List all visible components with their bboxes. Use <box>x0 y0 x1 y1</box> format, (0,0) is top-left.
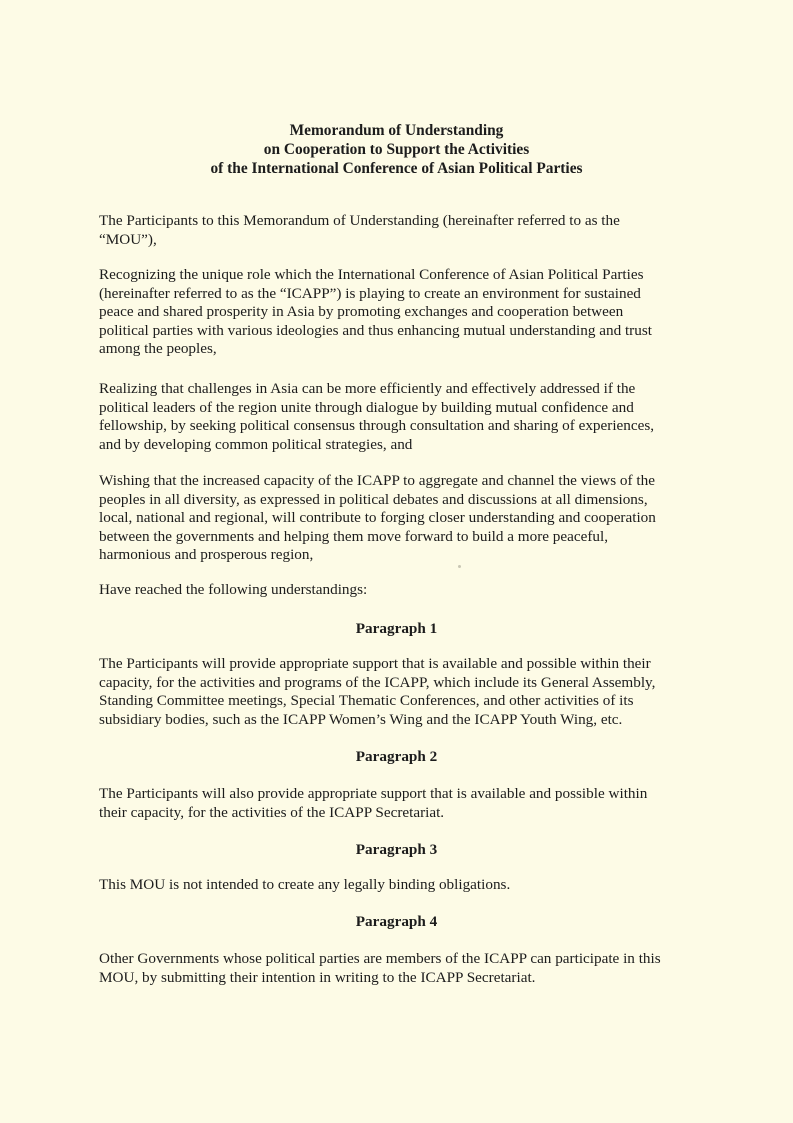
scan-speck <box>458 565 461 568</box>
text-line: political leaders of the region unite through dialogue by building mutual confidence and <box>99 398 634 416</box>
reached-clause <box>99 581 699 600</box>
text-line: their capacity, for the activities of the ICAPP Secretariat. <box>99 803 445 821</box>
text-line: MOU, by submitting their intention in writing to the ICAPP Secretariat. <box>99 968 536 986</box>
text-line: Other Governments whose political parties are members of the ICAPP can participate in this <box>99 950 661 967</box>
paragraph-3-body <box>99 876 699 895</box>
text-line: political parties with various ideologies and thus enhancing mutual understanding and trust <box>99 321 652 339</box>
paragraph-4-body <box>99 950 699 987</box>
text-line: fellowship, by seeking political consensus through consultation and sharing of experiences, <box>99 417 655 435</box>
text-line: Recognizing the unique role which the International Conference of Asian Political Parties <box>99 266 644 283</box>
paragraph-1-heading: Paragraph 1 <box>355 620 438 637</box>
text-line: This MOU is not intended to create any legally binding obligations. <box>99 876 511 893</box>
paragraph-2-body <box>99 785 699 822</box>
participants-clause <box>99 212 699 249</box>
wishing-clause <box>99 472 699 565</box>
recognizing-clause <box>99 266 699 359</box>
paragraph-1-body <box>99 655 699 729</box>
paragraph-3-heading: Paragraph 3 <box>355 841 438 858</box>
title-line-3: of the International Conference of Asian Political Parties <box>210 160 583 177</box>
text-line: subsidiary bodies, such as the ICAPP Women’s Wing and the ICAPP Youth Wing, etc. <box>99 710 623 728</box>
text-line: The Participants to this Memorandum of Understanding (hereinafter referred to as the <box>99 212 620 229</box>
text-line: local, national and regional, will contribute to forging closer understanding and cooperation <box>99 509 656 527</box>
text-line: harmonious and prosperous region, <box>99 546 314 564</box>
realizing-clause <box>99 380 699 454</box>
text-line: and by developing common political strategies, and <box>99 435 413 453</box>
text-line: among the peoples, <box>99 340 217 358</box>
title-line-1: Memorandum of Understanding <box>289 122 504 139</box>
text-line: The Participants will also provide appropriate support that is available and possible within <box>99 785 648 802</box>
text-line: Have reached the following understandings: <box>99 581 368 598</box>
text-line: between the governments and helping them move forward to build a more peaceful, <box>99 527 609 545</box>
text-line: peace and shared prosperity in Asia by promoting exchanges and cooperation between <box>99 303 624 321</box>
paragraph-2-heading: Paragraph 2 <box>355 748 438 765</box>
document-title <box>0 121 793 178</box>
text-line: Realizing that challenges in Asia can be more efficiently and effectively addressed if the <box>99 380 636 397</box>
title-line-2: on Cooperation to Support the Activities <box>263 141 530 158</box>
text-line: “MOU”), <box>99 230 157 248</box>
text-line: peoples in all diversity, as expressed in political debates and discussions at all dimensions, <box>99 490 648 508</box>
text-line: The Participants will provide appropriate support that is available and possible within their <box>99 655 651 672</box>
text-line: Wishing that the increased capacity of the ICAPP to aggregate and channel the views of the <box>99 472 655 489</box>
text-line: Standing Committee meetings, Special Thematic Conferences, and other activities of its <box>99 692 634 710</box>
text-line: capacity, for the activities and programs of the ICAPP, which include its General Assembly, <box>99 673 656 691</box>
text-line: (hereinafter referred to as the “ICAPP”) is playing to create an environment for sustained <box>99 284 641 302</box>
paragraph-4-heading: Paragraph 4 <box>355 913 438 930</box>
